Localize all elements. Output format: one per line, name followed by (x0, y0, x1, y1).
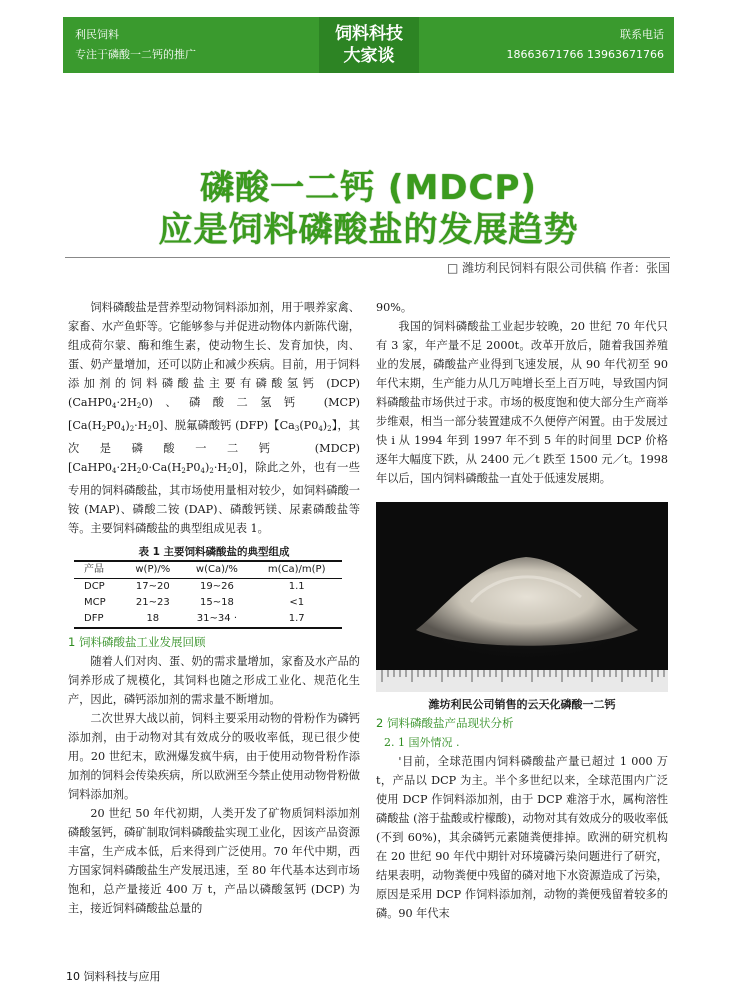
table-row (74, 611, 342, 628)
table-row (74, 579, 342, 596)
table-cell: 17~20 (135, 581, 170, 592)
contact-phones: 18663671766 13963671766 (506, 48, 664, 61)
byline: □ 潍坊利民饲料有限公司供稿 作者：张国 (447, 261, 670, 275)
banner-right (507, 25, 664, 65)
intro-paragraph: 饲料磷酸盐是营养型动物饲料添加剂，用于喂养家禽、家畜、水产鱼虾等。它能够参与并促进动物体内新陈代谢，组成荷尔蒙、酶和维生素，使动物生长、发育加快，肉、蛋、奶产量增加，还可以防止和减少疾病。目前，用于饲料添加剂的饲料磷酸盐主要有磷酸氢钙 $(DCP)(CaHP0_4\cdot 2H_20)$、磷酸二氢钙 $(MCP)[Ca(H_2P0_4)_2\cdot H_20]$、脱氟磷酸钙 (DFP)【$Ca_3(P0_4)_2$】，其次是磷酸一二钙 (MDCP) $[CaHP0_4\cdot 2H_20\cdot Ca(H_2P0_4)_2\cdot H_20]$，除此之外，也有一些专用的饲料磷酸盐，其市场使用量相对较少，如饲料磷酸一铵 (MAP)、磷酸二铵 (DAP)、磷酸钙镁、尿素磷酸盐等等。主要饲料磷酸盐的典型组成见表 1。 (68, 301, 361, 535)
left-column (68, 298, 360, 918)
section-heading-1: 1 饲料磷酸盐工业发展回顾 (68, 635, 206, 649)
page-footer: 10 饲料科技与应用 (66, 970, 161, 983)
paragraph: 随着人们对肉、蛋、奶的需求量增加，家畜及水产品的饲养形成了规模化，其饲料也随之形成工业化、规范化生产，因此，磷钙添加剂的需求量不断增加。 (68, 655, 360, 706)
table-header-cell: w(Ca)/% (195, 564, 238, 575)
paragraph: 20 世纪 50 年代初期，人类开发了矿物质饲料添加剂磷酸氢钙，磷矿制取饲料磷酸盐实现工业化，因该产品资源丰富，生产成本低，后来得到广泛使用。70 年代中期，西方国家饲料磷酸盐生产发展迅速，至 80 年代基本达到市场饱和，总产量接近 400 万 t，产品以磷酸氢钙 (DCP) 为主，接近饲料磷酸盐总量的 (68, 807, 360, 915)
table-cell: 15~18 (199, 597, 234, 608)
table-cell: <1 (289, 597, 305, 608)
table-cell: DCP (84, 581, 105, 592)
table-cell: 1.1 (288, 581, 305, 592)
table (74, 560, 342, 629)
header-banner (63, 17, 674, 73)
paragraph: 90%。 (376, 301, 413, 314)
table-cell: 31~34 · (196, 613, 237, 624)
column-title (319, 17, 419, 73)
table-header-cell: 产品 (84, 564, 104, 575)
powder-pile-image (376, 502, 668, 692)
table-header-cell: m(Ca)/m(P) (267, 564, 326, 575)
subsection-heading: 2. 1 国外情况 . (384, 736, 460, 749)
paragraph: 我国的饲料磷酸盐工业起步较晚，20 世纪 70 年代只有 3 家，年产量不足 2000t。改革开放后，随着我国养殖业的发展，磷酸盐产业得到飞速发展，从 90 年代初至 90 年代末期，生产能力从几万吨增长至上百万吨，导致国内饲料磷酸盐市场供过于求。市场的极度饱和使大部分生产商举步维艰，相当一部分装置建成不久便停产闲置。由于发展过快 i 从 1994 年到 1997 年不到 5 年的时间里 DCP 价格逐年大幅度下跌，从 2400 元／t 跌至 1500 元／t。1998 年以后，国内饲料磷酸盐一直处于低速发展期。 (376, 320, 668, 485)
stray-mark: · (233, 613, 237, 624)
table-cell: MCP (84, 597, 106, 608)
composition-table (68, 544, 360, 629)
table-header-row (74, 561, 342, 579)
table-cell: 18 (146, 613, 160, 624)
table-cell: DFP (84, 613, 104, 624)
paragraph: 二次世界大战以前，饲料主要采用动物的骨粉作为磷钙添加剂，由于动物对其有效成分的吸收率低，现已很少使用。20 世纪末，欧洲爆发疯牛病，由于使用动物骨粉作添加剂的饲料会传染疾病，所以欧洲至今禁止使用动物骨粉做饲料添加剂。 (68, 712, 360, 801)
column-title-line2: 大家谈 (343, 46, 395, 66)
company-name: 利民饲料 (75, 28, 119, 41)
article-title-line2: 应是饲料磷酸盐的发展趋势 (158, 210, 579, 250)
table-cell: 21~23 (135, 597, 170, 608)
article-title-line1: 磷酸一二钙 (MDCP) (200, 168, 537, 208)
table-cell: 1.7 (288, 613, 305, 624)
right-column (376, 298, 668, 923)
banner-left (75, 25, 196, 65)
contact-label: 联系电话 (620, 28, 664, 41)
table-header-cell: w(P)/% (135, 564, 171, 575)
table-title: 表 1 主要饲料磷酸盐的典型组成 (138, 546, 290, 558)
column-title-line1: 饲料科技 (335, 24, 403, 44)
photo-caption: 潍坊利民公司销售的云天化磷酸一二钙 (428, 698, 616, 711)
section-heading-2: 2 饲料磷酸盐产品现状分析 (376, 716, 514, 730)
paragraph: '目前，全球范围内饲料磷酸盐产量已超过 1 000 万 t，产品以 DCP 为主。半个多世纪以来，全球范围内广泛使用 DCP 作饲料添加剂，由于 DCP 难溶于水，属枸溶性磷酸盐 (溶于盐酸或柠檬酸)，动物对其有效成分的吸收率低 (不到 60%)，其余磷钙元素随粪便排掉。欧洲的研究机构在 20 世纪 90 年代中期针对环境磷污染问题进行了研究，结果表明，动物粪便中残留的磷对地下水资源造成了污染，原因是采用 DCP 作饲料添加剂，动物的粪便残留着较多的磷。90 年代末 (376, 755, 668, 920)
table-cell: 19~26 (199, 581, 234, 592)
product-photo (376, 502, 668, 692)
company-slogan: 专注于磷酸一二钙的推广 (75, 48, 196, 61)
byline-divider (65, 257, 670, 258)
table-row (74, 595, 342, 611)
